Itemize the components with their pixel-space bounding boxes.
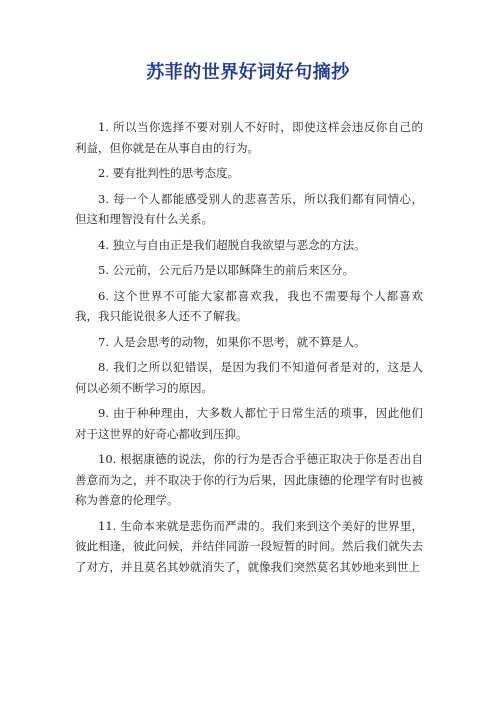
paragraph: 9. 由于种种理由，大多数人都忙于日常生活的琐事，因此他们对于这世界的好奇心都收到压抑。 — [75, 406, 423, 441]
paragraph: 5. 公元前，公元后乃是以耶稣降生的前后来区分。 — [98, 263, 355, 277]
paragraph: 7. 人是会思考的动物，如果你不思考，就不算是人。 — [98, 334, 366, 349]
document-title: 苏菲的世界好词好句摘抄 — [146, 62, 350, 83]
paragraph: 4. 独立与自由正是我们超脱自我欲望与恶念的方法。 — [98, 237, 366, 252]
paragraph: 2. 要有批判性的思考态度。 — [98, 166, 240, 180]
paragraph: 10. 根据康德的说法，你的行为是否合乎德正取决于你是否出自善意而为之，并不取决于你的行为后果，因此康德的伦理学有时也被称为善意的伦理学。 — [75, 452, 423, 507]
paragraph: 8. 我们之所以犯错误，是因为我们不知道何者是对的，这是人何以必须不断学习的原因。 — [75, 360, 423, 395]
paragraph: 1. 所以当你选择不要对别人不好时，即使这样会违反你自己的利益，但你就是在从事自由的行为。 — [75, 120, 423, 155]
paragraph: 3. 每一个人都能感受别人的悲喜苦乐，所以我们都有同情心，但这和理智没有什么关系。 — [75, 191, 423, 226]
paragraph: 6. 这个世界不可能大家都喜欢我，我也不需要每个人都喜欢我，我只能说很多人还不了解我。 — [75, 288, 423, 323]
paragraph: 11. 生命本来就是悲伤而严肃的。我们来到这个美好的世界里，彼此相逢，彼此问候，并结伴同游一段短暂的时间。然后我们就失去了对方，并且莫名其妙就消失了，就像我们突然莫名其妙地来到世上 — [75, 518, 423, 574]
document-body — [75, 117, 423, 582]
